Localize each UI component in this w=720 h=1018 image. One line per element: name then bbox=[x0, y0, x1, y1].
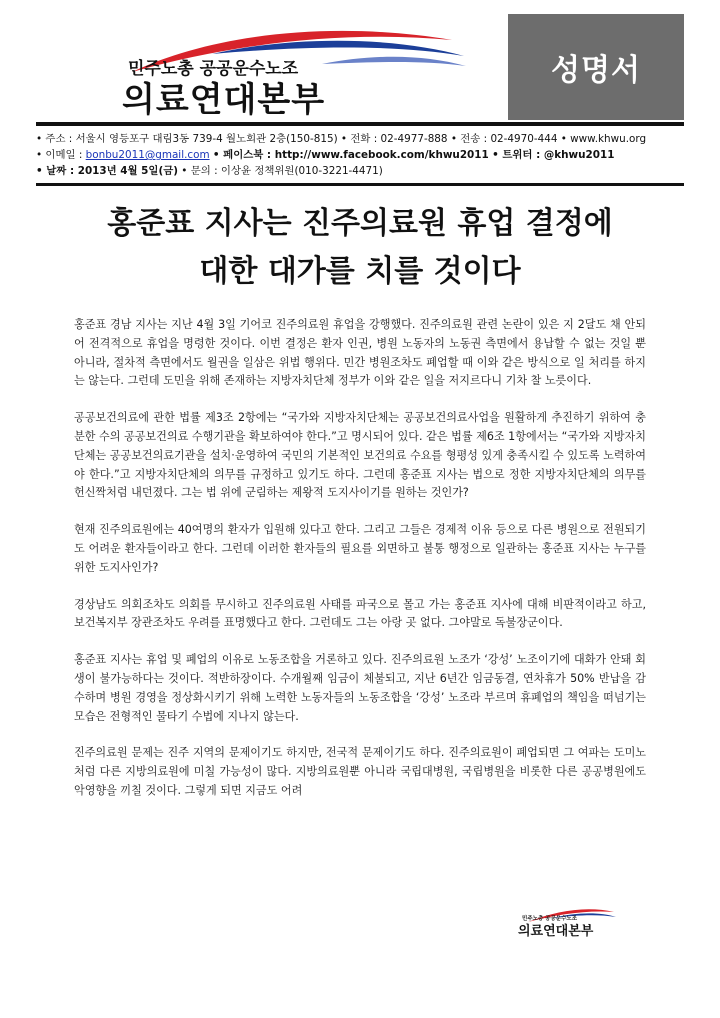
doc-type-badge bbox=[508, 14, 684, 120]
title-line-2: 대한 대가를 치를 것이다 bbox=[199, 254, 521, 289]
email-label: • 이메일 : bbox=[36, 149, 83, 161]
contact-divider bbox=[36, 183, 684, 186]
letterhead bbox=[36, 14, 684, 122]
paragraph: 공공보건의료에 관한 법률 제3조 2항에는 “국가와 지방자치단체는 공공보건의료사업을 원활하게 추진하기 위하여 충분한 수의 공공보건의료 수행기관을 확보하여야 한다.”고 명시되어 있다. 같은 법률 제6조 1항에서는 “국가와 지방자치단체는 공공보건의료기관을 설치·운영하여 국민의 기본적인 보건의료 수요를 형평성 있게 충족시킬 수 있도록 노력하여야 한다.”고 지방자치단체의 의무를 규정하고 있기도 하다. 그런데 홍준표 지사는 법으로 정한 지방자치단체의 의무를 헌신짝처럼 내던졌다. 그는 법 위에 군림하는 제왕적 도지사이기를 원하는 것인가? bbox=[74, 411, 646, 500]
footer-logo bbox=[508, 904, 618, 940]
email-link[interactable]: bonbu2011@gmail.com bbox=[85, 149, 210, 161]
paragraph: 홍준표 경남 지사는 지난 4월 3일 기어코 진주의료원 휴업을 강행했다. 진주의료원 관련 논란이 있은 지 2달도 채 안되어 전격적으로 휴업을 명령한 것이다. 이번 결정은 환자 인권, 병원 노동자의 노동권 측면에서 용납할 수 없는 것일 뿐 아니라, 절차적 측면에서도 월권을 일삼은 위법 행위다. 민간 병원조차도 폐업할 때 이와 같은 방식으로 일 처리를 하지는 않는다. 그런데 도민을 위해 존재하는 지방자치단체 정부가 이와 같은 일을 저지르다니 기차 찰 노릇이다. bbox=[74, 318, 646, 388]
twitter-text: • 트위터 : @khwu2011 bbox=[492, 149, 615, 161]
footer-org-name: 의료연대본부 bbox=[518, 924, 594, 939]
inquiry-text: • 문의 : 이상윤 정책위원(010-3221-4471) bbox=[181, 165, 383, 177]
date-text: • 날짜 : 2013년 4월 5일(금) bbox=[36, 165, 178, 177]
title-line-1: 홍준표 지사는 진주의료원 휴업 결정에 bbox=[107, 206, 613, 241]
address-line: • 주소 : 서울시 영등포구 대림3동 739-4 월노회관 2층(150-815) • 전화 : 02-4977-888 • 전송 : 02-4970-444 • www.khwu.org bbox=[36, 133, 647, 145]
statement-title bbox=[36, 200, 684, 296]
facebook-text: • 페이스북 : http://www.facebook.com/khwu2011 bbox=[212, 149, 489, 161]
union-name: 민주노총 공공운수노조 bbox=[128, 59, 299, 79]
contact-block bbox=[36, 131, 684, 179]
paragraph: 진주의료원 문제는 진주 지역의 문제이기도 하지만, 전국적 문제이기도 하다. 진주의료원이 폐업되면 그 여파는 도미노처럼 다른 지방의료원에 미칠 가능성이 많다. 지방의료원뿐 아니라 국립대병원, 국립병원을 비롯한 다른 공공병원에도 악영향을 끼칠 것이다. 그렇게 되면 지금도 어려 bbox=[74, 746, 646, 797]
statement-body bbox=[74, 316, 646, 819]
paragraph: 현재 진주의료원에는 40여명의 환자가 입원해 있다고 한다. 그리고 그들은 경제적 이유 등으로 다른 병원으로 전원되기도 어려운 환자들이라고 한다. 그런데 이러한 환자들의 필요를 외면하고 불통 행정으로 일관하는 홍준표 지사는 누구를 위한 도지사인가? bbox=[74, 523, 646, 574]
doc-type-label: 성명서 bbox=[551, 53, 641, 88]
org-name: 의료연대본부 bbox=[122, 80, 326, 120]
footer-union-name: 민주노총 공공운수노조 bbox=[522, 916, 578, 922]
paragraph: 홍준표 지사는 휴업 및 폐업의 이유로 노동조합을 거론하고 있다. 진주의료원 노조가 ‘강성’ 노조이기에 대화가 안돼 회생이 불가능하다는 것이다. 적반하장이다. 수개월째 임금이 체불되고, 지난 6년간 임금동결, 연차휴가 50% 반납을 감수하며 병원 경영을 정상화시키기 위해 노력한 노동자들의 노동조합을 ‘강성’ 노조라 부르며 휴폐업의 책임을 떠넘기는 모습은 전형적인 물타기 수법에 지나지 않는다. bbox=[74, 653, 646, 723]
contact-online-line bbox=[36, 147, 684, 163]
header-divider bbox=[36, 122, 684, 126]
paragraph: 경상남도 의회조차도 의회를 무시하고 진주의료원 사태를 파국으로 몰고 가는 홍준표 지사에 대해 비판적이라고 하고, 보건복지부 장관조차도 우려를 표명했다고 한다. 그런데도 그는 아랑 곳 없다. 그야말로 독불장군이다. bbox=[74, 597, 646, 630]
date-line bbox=[36, 163, 684, 179]
